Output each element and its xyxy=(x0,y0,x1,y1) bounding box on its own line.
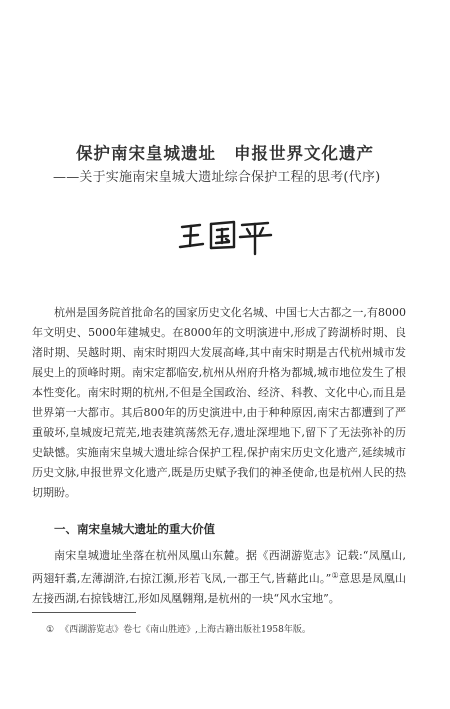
paragraph-section-1-text: 南宋皇城遗址坐落在杭州凤凰山东麓。据《西湖游览志》记载:“凤凰山,两翅轩翥,左薄湖浒,右掠江濒,形若飞凤,一郡王气,皆藉此山。” xyxy=(32,549,406,585)
paragraph-section-1 xyxy=(32,546,406,609)
paragraph-section-1-continued: 意思是凤凰山左接西湖,右掠钱塘江,形如凤凰翱翔,是杭州的一块“风水宝地”。 xyxy=(32,572,407,605)
footnote-mark: ① xyxy=(46,625,55,635)
title-part-2: 申报世界文化遗产 xyxy=(234,144,374,163)
page-subtitle: ——关于实施南宋皇城大遗址综合保护工程的思考(代序) xyxy=(53,170,381,185)
paragraph-intro: 杭州是国务院首批命名的国家历史文化名城、中国七大古都之一,有8000年文明史、5000年建城史。在8000年的文明演进中,形成了跨湖桥时期、良渚时期、吴越时期、南宋时期四大发展高峰,其中南宋时期是古代杭州城市发展史上的顶峰时期。南宋定都临安,杭州从州府升格为都城,城市地位发生了根本性变化。南宋时期的杭州,不但是全国政治、经济、科教、文化中心,而且是世界第一大都市。其后800年的历史演进中,由于种种原因,南宋古都遭到了严重破坏,皇城废圮荒芜,地表建筑荡然无存,遗址深埋地下,留下了无法弥补的历史缺憾。实施南宋皇城大遗址综合保护工程,保护南宋历史文化遗产,延续城市历史文脉,申报世界文化遗产,既是历史赋予我们的神圣使命,也是杭州人民的热切期盼。 xyxy=(32,306,406,499)
page-title xyxy=(0,140,450,164)
section-heading: 一、南宋皇城大遗址的重大价值 xyxy=(54,522,215,536)
footnote xyxy=(46,622,311,635)
footnote-ref-mark[interactable]: ① xyxy=(331,571,339,580)
author-signature xyxy=(176,216,276,256)
footnote-text: 《西湖游览志》卷七《南山胜迹》,上海古籍出版社1958年版。 xyxy=(60,625,311,635)
footnote-divider xyxy=(32,612,136,613)
title-part-1: 保护南宋皇城遗址 xyxy=(76,144,216,163)
